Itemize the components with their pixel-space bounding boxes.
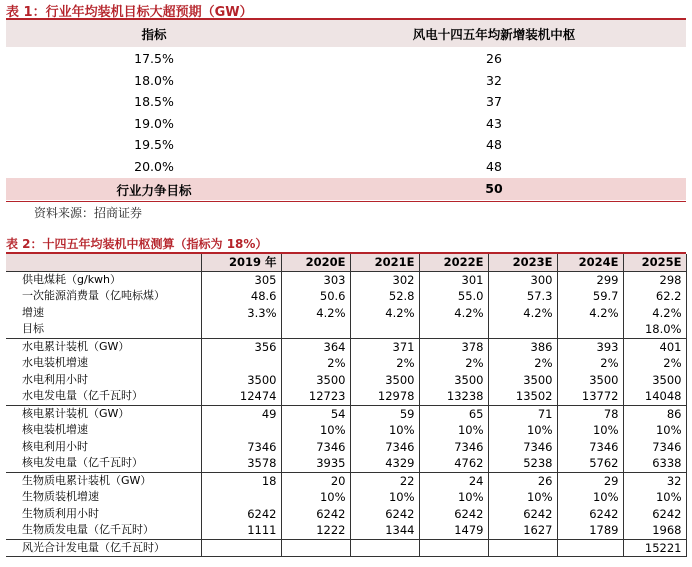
table2-cell: 54 (281, 405, 350, 422)
table2-cell: 13772 (557, 388, 623, 405)
table2-cell: 401 (623, 338, 686, 355)
table2-cell: 15221 (623, 539, 686, 557)
table2-row (6, 355, 686, 372)
table2-cell: 71 (488, 405, 557, 422)
table2-cell: 305 (201, 271, 281, 288)
table2-cell: 7346 (201, 439, 281, 456)
table1-title: 表 1：行业年均装机目标大超预期（GW） (6, 5, 253, 20)
table2-row-label: 增速 (6, 305, 201, 322)
table1-header-indicator: 指标 (141, 27, 167, 42)
table2-cell: 10% (557, 489, 623, 506)
table2-cell: 2% (557, 355, 623, 372)
table2-cell: 59 (350, 405, 419, 422)
table2-cell (281, 321, 350, 338)
table1-source: 资料来源：招商证券 (34, 206, 143, 220)
table2-header-year: 2021E (350, 254, 419, 271)
table2-row (6, 321, 686, 338)
table1-row-value: 32 (486, 72, 502, 88)
table2-cell (419, 321, 488, 338)
table2-cell: 10% (623, 422, 686, 439)
table2-cell: 4.2% (623, 305, 686, 322)
table2-cell: 5762 (557, 455, 623, 472)
table2-cell: 13238 (419, 388, 488, 405)
table2-row-label: 生物质利用小时 (6, 506, 201, 523)
table2-cell: 303 (281, 271, 350, 288)
table2-cell (350, 539, 419, 557)
table1-row-indicator: 18.0% (134, 72, 174, 88)
table2-cell: 6242 (350, 506, 419, 523)
table2-cell: 6242 (419, 506, 488, 523)
table1-row-indicator: 19.5% (134, 137, 174, 152)
table2-row (6, 455, 686, 472)
table2-cell: 12978 (350, 388, 419, 405)
table2-row (6, 439, 686, 456)
table2-row-label: 核电累计装机（GW） (6, 405, 201, 422)
table2-cell: 78 (557, 405, 623, 422)
table1-row (6, 134, 686, 156)
table2-cell: 302 (350, 271, 419, 288)
table2-cell: 3500 (350, 372, 419, 389)
table2-cell: 1968 (623, 522, 686, 539)
table1-row (6, 70, 686, 92)
table1-row-indicator: 17.5% (134, 51, 174, 66)
table2-row (6, 271, 686, 288)
table2-cell: 10% (419, 422, 488, 439)
table2-cell: 10% (557, 422, 623, 439)
table2-cell: 10% (419, 489, 488, 506)
table2-cell: 65 (419, 405, 488, 422)
table2-cell: 3578 (201, 455, 281, 472)
table2-cell (557, 539, 623, 557)
table2-cell: 29 (557, 472, 623, 489)
table2-row (6, 489, 686, 506)
table2-row (6, 472, 686, 489)
table2-cell: 4.2% (281, 305, 350, 322)
table2-row-label: 核电装机增速 (6, 422, 201, 439)
table2-row-label: 水电利用小时 (6, 372, 201, 389)
table1-row-value: 43 (486, 115, 502, 131)
table2-cell: 1344 (350, 522, 419, 539)
table2-cell: 24 (419, 472, 488, 489)
table1-header-value: 风电十四五年均新增装机中枢 (412, 27, 576, 42)
table2-cell: 2% (488, 355, 557, 372)
table2-cell: 356 (201, 338, 281, 355)
table2-cell: 4329 (350, 455, 419, 472)
table2-cell: 86 (623, 405, 686, 422)
table2-cell: 386 (488, 338, 557, 355)
table2-cell: 2% (419, 355, 488, 372)
table2-cell: 14048 (623, 388, 686, 405)
table2-cell: 301 (419, 271, 488, 288)
table2-header-row (6, 254, 686, 271)
table2-row (6, 288, 686, 305)
table2-cell: 10% (281, 489, 350, 506)
table2-cell: 52.8 (350, 288, 419, 305)
table2-cell: 7346 (419, 439, 488, 456)
table2-cell: 300 (488, 271, 557, 288)
table2-header-year: 2020E (281, 254, 350, 271)
table2-header-year: 2022E (419, 254, 488, 271)
table2-cell: 3500 (488, 372, 557, 389)
table2-cell: 364 (281, 338, 350, 355)
table2-cell: 4.2% (557, 305, 623, 322)
table1-goal-row (6, 178, 686, 200)
table2-cell: 10% (350, 489, 419, 506)
table2-row-label: 生物质电累计装机（GW） (6, 472, 201, 489)
table2-row-label: 水电装机增速 (6, 355, 201, 372)
table2-row (6, 422, 686, 439)
table2-cell (201, 355, 281, 372)
table2-cell: 3500 (281, 372, 350, 389)
table2-cell: 12474 (201, 388, 281, 405)
table2-cell: 1789 (557, 522, 623, 539)
table2-cell (419, 539, 488, 557)
table2-cell: 7346 (488, 439, 557, 456)
table2-cell: 10% (623, 489, 686, 506)
table2-cell: 4762 (419, 455, 488, 472)
table2-row (6, 539, 686, 557)
table2-cell: 378 (419, 338, 488, 355)
table2-cell (201, 539, 281, 557)
table2-cell: 6338 (623, 455, 686, 472)
table2-row-label: 生物质装机增速 (6, 489, 201, 506)
table1-goal-value: 50 (485, 181, 503, 196)
table2-header-year: 2019 年 (201, 254, 281, 271)
table1-row-value: 48 (486, 137, 502, 152)
table2-cell: 13502 (488, 388, 557, 405)
table2-cell: 55.0 (419, 288, 488, 305)
table2-cell (350, 321, 419, 338)
table2-cell: 371 (350, 338, 419, 355)
table1-row (6, 91, 686, 113)
table2-title: 表 2：十四五年均装机中枢测算（指标为 18%） (6, 237, 268, 251)
table2-row-label: 生物质发电量（亿千瓦时） (6, 522, 201, 539)
table2-header-year: 2025E (623, 254, 686, 271)
table2-row (6, 338, 686, 355)
table2-row-label: 供电煤耗（g/kwh） (6, 271, 201, 288)
table2-cell: 49 (201, 405, 281, 422)
table2-row (6, 305, 686, 322)
table2-cell: 20 (281, 472, 350, 489)
table2-cell: 50.6 (281, 288, 350, 305)
table2-cell: 7346 (623, 439, 686, 456)
table2-cell: 10% (350, 422, 419, 439)
table2-row-label: 目标 (6, 321, 201, 338)
table2-header-year: 2024E (557, 254, 623, 271)
table2-cell: 59.7 (557, 288, 623, 305)
table2-cell: 2% (623, 355, 686, 372)
table2-cell: 2% (350, 355, 419, 372)
table2-cell: 10% (488, 489, 557, 506)
table2-cell: 22 (350, 472, 419, 489)
table1-row-indicator: 20.0% (134, 158, 174, 174)
table2-cell: 1111 (201, 522, 281, 539)
table1-row-value: 26 (486, 51, 502, 66)
table2-cell: 10% (488, 422, 557, 439)
table2-cell: 48.6 (201, 288, 281, 305)
table2-cell (201, 422, 281, 439)
table2-cell: 6242 (623, 506, 686, 523)
table1-row (6, 113, 686, 135)
table1-bottom-rule (6, 201, 686, 202)
table2-cell (201, 489, 281, 506)
table2-cell: 3500 (419, 372, 488, 389)
table2-cell: 299 (557, 271, 623, 288)
table2-row (6, 522, 686, 539)
table2-cell: 6242 (557, 506, 623, 523)
table2-cell: 1627 (488, 522, 557, 539)
table2-cell (488, 321, 557, 338)
table1-goal-indicator: 行业力争目标 (116, 183, 192, 198)
table1-row-value: 37 (486, 94, 502, 109)
table2-cell: 6242 (201, 506, 281, 523)
table2-cell: 2% (281, 355, 350, 372)
table2-cell: 298 (623, 271, 686, 288)
table2-row (6, 372, 686, 389)
table2-cell: 5238 (488, 455, 557, 472)
table2-row-label: 水电累计装机（GW） (6, 338, 201, 355)
table2-row (6, 405, 686, 422)
table2-cell: 3.3% (201, 305, 281, 322)
table1-row-value: 48 (486, 158, 502, 174)
table2-cell: 32 (623, 472, 686, 489)
table2-cell: 62.2 (623, 288, 686, 305)
table2-cell (201, 321, 281, 338)
table2-cell: 26 (488, 472, 557, 489)
table2-cell: 7346 (281, 439, 350, 456)
table2-cell: 1222 (281, 522, 350, 539)
table2-cell: 3500 (623, 372, 686, 389)
table2-cell: 7346 (350, 439, 419, 456)
table2-cell: 6242 (488, 506, 557, 523)
table2-cell: 18.0% (623, 321, 686, 338)
table1-header (6, 20, 686, 47)
table2-cell: 18 (201, 472, 281, 489)
table2-row (6, 506, 686, 523)
table2-cell: 3935 (281, 455, 350, 472)
table2-row-label: 核电利用小时 (6, 439, 201, 456)
table2-cell: 3500 (557, 372, 623, 389)
table2-cell: 57.3 (488, 288, 557, 305)
table2-cell: 4.2% (488, 305, 557, 322)
table2-row-label: 一次能源消费量（亿吨标煤） (6, 288, 201, 305)
table2-cell: 12723 (281, 388, 350, 405)
table2-cell: 4.2% (419, 305, 488, 322)
table2-cell (557, 321, 623, 338)
table2-cell: 10% (281, 422, 350, 439)
table2-row-label: 风光合计发电量（亿千瓦时） (6, 539, 201, 557)
table2-row (6, 388, 686, 405)
table2-row-label: 核电发电量（亿千瓦时） (6, 455, 201, 472)
table2-cell: 6242 (281, 506, 350, 523)
table2-cell: 4.2% (350, 305, 419, 322)
table1-row (6, 48, 686, 70)
table2-cell: 7346 (557, 439, 623, 456)
table2-header-label (6, 254, 201, 271)
table1-row-indicator: 19.0% (134, 115, 174, 131)
table2-cell: 393 (557, 338, 623, 355)
table2-row-label: 水电发电量（亿千瓦时） (6, 388, 201, 405)
table2-header-year: 2023E (488, 254, 557, 271)
table2-cell: 1479 (419, 522, 488, 539)
table2-cell: 3500 (201, 372, 281, 389)
table2-cell (488, 539, 557, 557)
table1-row (6, 156, 686, 178)
table1-row-indicator: 18.5% (134, 94, 174, 109)
table2 (6, 254, 687, 557)
table2-cell (281, 539, 350, 557)
